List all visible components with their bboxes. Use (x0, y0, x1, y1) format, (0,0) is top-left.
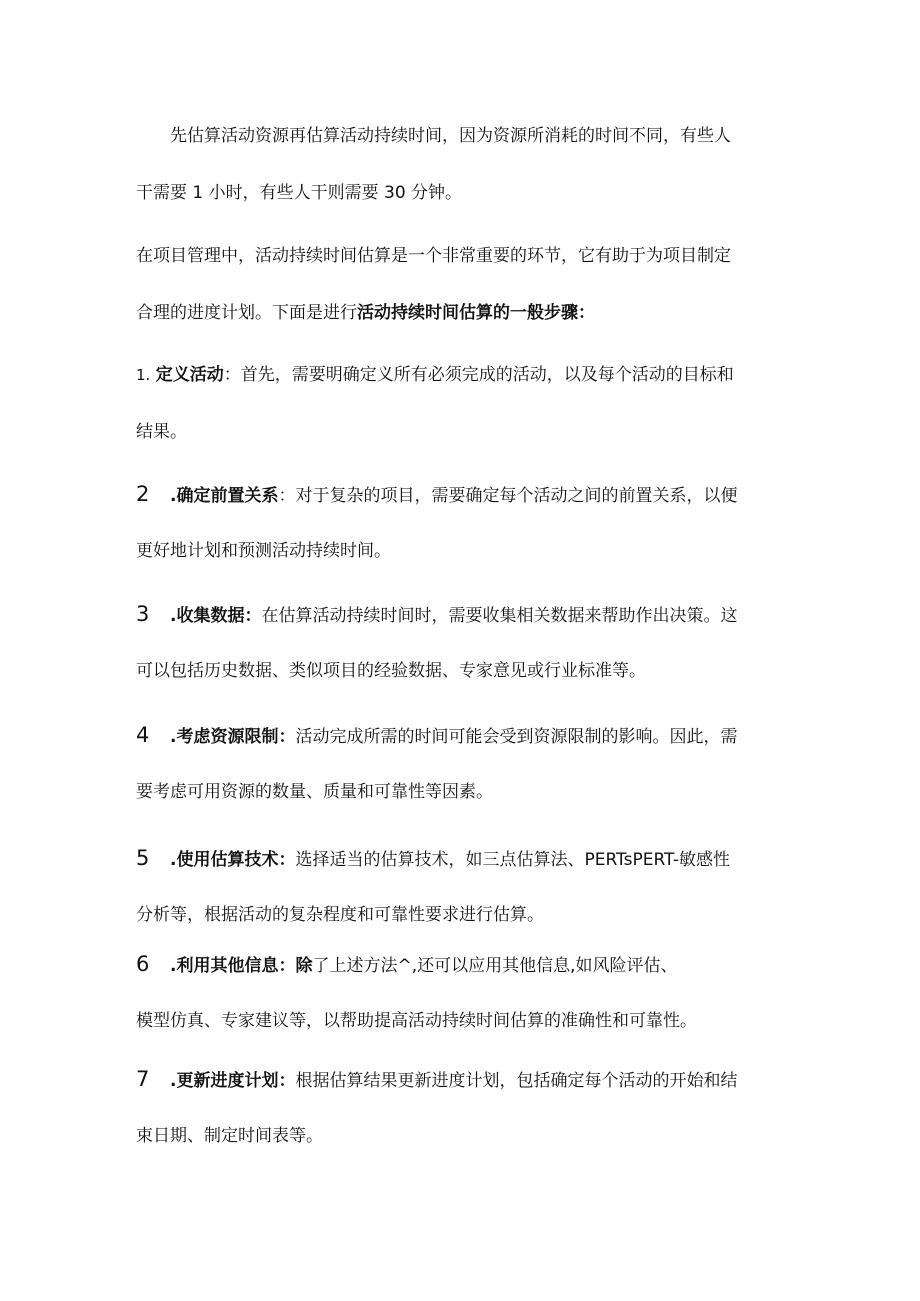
step-6-line-2: 模型仿真、专家建议等，以帮助提高活动持续时间估算的准确性和可靠性。 (136, 1011, 697, 1031)
step-title: .更新进度计划： (170, 1071, 296, 1091)
step-1-line-1 (136, 347, 786, 404)
intro-line-2: 干需要 1 小时，有些人干则需要 30 分钟。 (136, 183, 463, 203)
step-title: .确定前置关系 (170, 486, 279, 506)
step-text: 在估算活动持续时间时，需要收集相关数据来帮助作出决策。这 (261, 606, 738, 626)
step-3-line-2: 可以包括历史数据、类似项目的经验数据、专家意见或行业标准等。 (136, 661, 646, 681)
step-text: 活动完成所需的时间可能会受到资源限制的影响。因此，需 (295, 727, 738, 747)
intro-line-1: 先估算活动资源再估算活动持续时间，因为资源所消耗的时间不同，有些人 (170, 126, 731, 146)
step-4-line-2: 要考虑可用资源的数量、质量和可靠性等因素。 (136, 782, 493, 802)
step-title: 定义活动 (155, 365, 224, 385)
step-number: 5 (136, 846, 150, 870)
step-3 (136, 586, 786, 700)
step-number: 4 (136, 723, 150, 747)
step-text: ：对于复杂的项目，需要确定每个活动之间的前置关系，以便 (278, 486, 738, 506)
step-title: .收集数据： (170, 606, 262, 626)
step-2-line-1 (136, 466, 786, 523)
step-4 (136, 707, 786, 821)
step-text: ：首先，需要明确定义所有必须完成的活动，以及每个活动的目标和 (223, 365, 734, 385)
step-4-line-1 (136, 707, 786, 764)
step-1 (136, 347, 786, 461)
step-number: 3 (136, 602, 150, 626)
intro-paragraph (136, 108, 786, 222)
step-6-line-1 (136, 936, 786, 993)
step-number: 2 (136, 482, 150, 506)
step-text: 选择适当的估算技术，如三点估算法、PERTsPERT-敏感性 (295, 850, 730, 870)
lead-line-2 (136, 285, 786, 342)
step-title: .利用其他信息：除 (170, 956, 313, 976)
lead-line-2-bold: 活动持续时间估算的一般步骤： (357, 303, 595, 323)
step-title: .考虑资源限制： (170, 727, 296, 747)
step-7-line-2: 束日期、制定时间表等。 (136, 1126, 323, 1146)
step-1-line-2: 结果。 (136, 422, 187, 442)
lead-paragraph (136, 228, 786, 342)
lead-line-2-plain: 合理的进度计划。下面是进行 (136, 303, 357, 323)
step-number: 7 (136, 1067, 150, 1091)
step-7-line-1 (136, 1051, 786, 1108)
step-title: .使用估算技术： (170, 850, 296, 870)
step-5 (136, 830, 786, 944)
step-6 (136, 936, 786, 1050)
step-7 (136, 1051, 786, 1165)
step-2 (136, 466, 786, 580)
step-number: 6 (136, 952, 150, 976)
step-3-line-1 (136, 586, 786, 643)
step-number: 1. (136, 366, 151, 384)
lead-line-1: 在项目管理中，活动持续时间估算是一个非常重要的环节，它有助于为项目制定 (136, 246, 731, 266)
step-5-line-1 (136, 830, 786, 887)
step-text: 根据估算结果更新进度计划，包括确定每个活动的开始和结 (295, 1071, 738, 1091)
step-text: 了上述方法^,还可以应用其他信息,如风险评估、 (312, 956, 678, 976)
step-2-line-2: 更好地计划和预测活动持续时间。 (136, 541, 391, 561)
step-5-line-2: 分析等，根据活动的复杂程度和可靠性要求进行估算。 (136, 905, 544, 925)
